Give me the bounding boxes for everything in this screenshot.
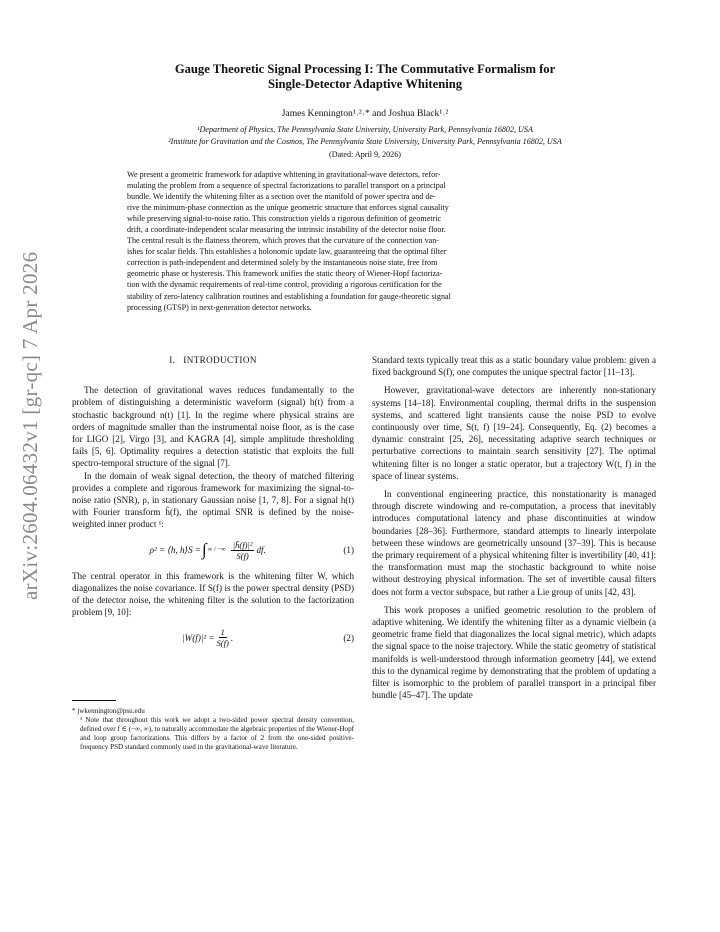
abstract-line: stability of zero-latency calibration routines and establishing a foundation for gauge-theoretic signal (127, 291, 451, 301)
abstract-line: bundle. We identify the whitening filter as a section over the manifold of power spectra and de- (127, 192, 436, 202)
abstract-line: drift, a coordinate-independent scalar measuring the intrinsic instability of the detector noise floor. (127, 225, 446, 235)
author-list: James Kennington¹˒²˒* and Joshua Black¹˒² (281, 108, 449, 119)
section-heading (72, 354, 354, 366)
abstract-line: geometric phase or hysteresis. This framework unifies the static theory of Wiener-Hopf factoriza- (127, 269, 443, 279)
abstract-line: We present a geometric framework for adaptive whitening in gravitational-wave detectors, refor- (127, 170, 441, 179)
footnote-email[interactable]: * jwkennington@psu.edu (72, 707, 145, 716)
intro-paragraph-1: The detection of gravitational waves reduces fundamentally to the problem of distinguishing a deterministic waveform (signal) h(t) from a stochastic background n(t) [1]. In the regime where physical strains are orders of magnitude smaller than the instrumental noise floor, as is the case for LIGO [2], Virgo [3], and KAGRA [4], simple amplitude thresholding fails [5, 6]. Optimality requires a detection statistic that exploits the full spectro-temporal structure of the signal [7]. (72, 385, 354, 469)
eq2-lhs: |W(f)|² = (182, 632, 215, 643)
footnote-1: ¹ Note that throughout this work we adopt a two-sided power spectral density convention, defined over f ∈ (−∞, ∞), to naturally accommodate the algebraic properties of the Wiener-Hopf and loop group factorizations. This differs by a factor of 2 from the one-sided positive-frequency PSD standard commonly used in the gravitational-wave literature. (80, 716, 354, 752)
eq2-fraction (216, 627, 228, 648)
right-paragraph-4: This work proposes a unified geometric resolution to the problem of adaptive whitening. We identify the whitening filter as a dynamic vielbein (a geometric frame field that diagonalizes the local signal metric), which adapts the signal space to the noise trajectory. While the static geometry of statistical manifolds is well-understood through information geometry [44], we extend this to the dynamical regime by demonstrating that the problem of updating a filter is isomorphic to the problem of parallel transport in a principal fiber bundle [45–47]. The update (372, 604, 656, 701)
abstract-line: The central result is the flatness theorem, which proves that the curvature of the connection van- (127, 236, 439, 246)
eq2-denominator: S(f) (216, 638, 229, 649)
arxiv-identifier-stamp[interactable]: arXiv:2604.06432v1 [gr-qc] 7 Apr 2026 (18, 251, 42, 600)
equation-2-expression (72, 627, 343, 648)
abstract-line: mulating the problem from a sequence of spectral factorizations to parallel transport on a principal (127, 181, 446, 191)
eq1-fraction (231, 540, 255, 561)
abstract-line: while preserving signal-to-noise ratio. This construction yields a rigorous definition of geometric (127, 214, 442, 224)
abstract-line: rive the minimum-phase connection as the unique geometric structure that enforces signal causality (127, 203, 449, 213)
equation-1-expression (72, 540, 343, 561)
footnote-rule (72, 700, 116, 701)
equation-1 (72, 540, 354, 561)
abstract-line: tion with the dynamic requirements of real-time control, providing a rigorous certification for the (127, 280, 442, 290)
affiliation-1: ¹Department of Physics, The Pennsylvania State University, University Park, Pennsylvania 16802, USA (197, 125, 533, 134)
eq2-numerator: 1 (220, 627, 225, 638)
date-line: (Dated: April 9, 2026) (329, 150, 401, 159)
equation-2 (72, 627, 354, 648)
title-line-1: Gauge Theoretic Signal Processing I: The Commutative Formalism for (174, 62, 556, 76)
eq1-numerator: |h̃(f)|² (232, 539, 253, 550)
equation-1-label: (1) (343, 545, 354, 556)
right-paragraph-1: Standard texts typically treat this as a static boundary value problem: given a fixed background S(f), one computes the unique spectral factor [11–13]. (372, 355, 656, 378)
abstract-line: processing (GTSP) in next-generation detector networks. (127, 302, 312, 312)
right-column (372, 354, 656, 701)
eq1-lhs: ρ² = ⟨h, h⟩S = (149, 545, 202, 556)
eq2-period: . (230, 632, 234, 643)
section-number: I. (169, 355, 176, 365)
affiliation-2: ²Institute for Gravitation and the Cosmos, The Pennsylvania State University, University Park, Pennsylvania 16802, USA (168, 137, 562, 146)
intro-paragraph-3: The central operator in this framework is the whitening filter W, which diagonalizes the noise covariance. If S(f) is the power spectral density (PSD) of the detector noise, the whitening filter is the solution to the factorization problem [9, 10]: (72, 570, 354, 618)
integral-sign: ∫ (202, 540, 207, 560)
section-title: INTRODUCTION (183, 355, 257, 365)
abstract (127, 169, 599, 313)
eq1-differential: df. (256, 545, 266, 556)
paper-title (80, 62, 650, 92)
integral-limits: ∞ / −∞ (207, 546, 226, 554)
abstract-line: correction is path-independent and determined solely by the instantaneous noise state, free from (127, 258, 438, 268)
equation-2-label: (2) (343, 632, 354, 643)
left-column (72, 354, 354, 752)
right-paragraph-3: In conventional engineering practice, this nonstationarity is managed through discrete windowing and re-computation, a process that inevitably introduces computational latency and phase discontinuities at window boundaries [28–36]. Furthermore, standard attempts to linearly interpolate between these windows are geometrically unsound [37–39]. This is because the primary requirement of a physical whitening filter is invertibility [40, 41]: the transformation must map the stochastic background to white noise without destroying physical information. The set of invertible causal filters does not form a vector subspace, but rather a Lie group of units [42, 43]. (372, 489, 656, 597)
title-line-2: Single-Detector Adaptive Whitening (267, 77, 463, 91)
right-paragraph-2: However, gravitational-wave detectors are inherently non-stationary systems [14–18]. Environmental coupling, thermal drifts in the suspension systems, and scattered light transients cause the noise PSD to evolve continuously over time, S(t, f) [19–24]. Consequently, Eq. (2) becomes a dynamic constraint [25, 26], necessitating adaptive search techniques or perturbative corrections to maintain search sensitivity [27]. The optimal whitening filter is no longer a static operator, but a trajectory W(t, f) in the space of linear systems. (372, 385, 656, 481)
eq1-denominator: S(f) (236, 550, 249, 561)
intro-paragraph-2: In the domain of weak signal detection, the theory of matched filtering provides a complete and rigorous framework for maximizing the signal-to-noise ratio (SNR), ρ, in stationary Gaussian noise [1, 7, 8]. For a signal h(t) with Fourier transform h̃(f), the optimal SNR is defined by the noise-weighted inner product ¹: (72, 470, 354, 530)
abstract-line: ishes for scalar fields. This establishes a holonomic update law, guaranteeing that the optimal filter (127, 247, 447, 257)
